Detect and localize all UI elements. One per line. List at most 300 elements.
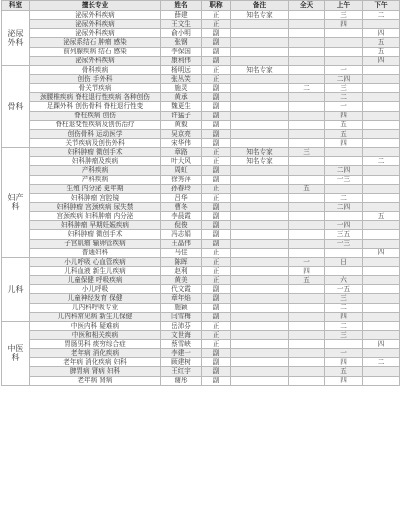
pm-cell: 二	[363, 11, 400, 20]
title-cell: 副	[202, 29, 231, 38]
note-cell: 知名专家	[231, 65, 289, 74]
doctor-name-cell: 魏更生	[161, 102, 202, 111]
pm-cell	[363, 221, 400, 230]
table-row	[2, 84, 400, 93]
am-cell: 四	[325, 358, 363, 367]
doctor-name-cell: 王红宇	[161, 367, 202, 376]
doctor-name-cell: 薛建	[161, 11, 202, 20]
doctor-name-cell: 吴京亮	[161, 129, 202, 138]
doctor-name-cell: 黄毅	[161, 120, 202, 129]
title-cell: 副	[202, 212, 231, 221]
pm-cell	[363, 285, 400, 294]
am-cell: 二四	[325, 74, 363, 83]
specialty-cell: 宫颈疾病 妇科肿瘤 内分泌	[30, 212, 161, 221]
fullday-cell	[289, 230, 325, 239]
pm-cell	[363, 230, 400, 239]
fullday-cell: 三	[289, 148, 325, 157]
title-cell: 正	[202, 148, 231, 157]
pm-cell	[363, 120, 400, 129]
title-cell: 正	[202, 157, 231, 166]
specialty-cell: 儿内科常见病 新生儿保健	[30, 312, 161, 321]
am-cell	[325, 38, 363, 47]
title-cell: 副	[202, 111, 231, 120]
note-cell	[231, 312, 289, 321]
pm-cell: 二	[363, 157, 400, 166]
am-cell: 一五	[325, 285, 363, 294]
table-row	[2, 303, 400, 312]
header-fullday: 全天	[289, 1, 325, 11]
doctor-name-cell: 岳沛芬	[161, 321, 202, 330]
fullday-cell	[289, 212, 325, 221]
pm-cell	[363, 175, 400, 184]
note-cell: 知名专家	[231, 157, 289, 166]
specialty-cell: 脊柱退变性疾病及创伤治疗	[30, 120, 161, 129]
table-row	[2, 285, 400, 294]
note-cell	[231, 47, 289, 56]
note-cell	[231, 367, 289, 376]
specialty-cell: 泌尿外科疾病	[30, 20, 161, 29]
pm-cell	[363, 138, 400, 147]
header-name: 姓名	[161, 1, 202, 11]
fullday-cell: 二	[289, 84, 325, 93]
title-cell: 副	[202, 285, 231, 294]
am-cell: 一	[325, 65, 363, 74]
note-cell	[231, 248, 289, 257]
fullday-cell	[289, 20, 325, 29]
table-row	[2, 148, 400, 157]
note-cell	[231, 349, 289, 358]
note-cell	[231, 212, 289, 221]
pm-cell	[363, 239, 400, 248]
title-cell: 正	[202, 184, 231, 193]
note-cell	[231, 138, 289, 147]
title-cell: 正	[202, 74, 231, 83]
table-row	[2, 367, 400, 376]
table-row	[2, 47, 400, 56]
note-cell	[231, 93, 289, 102]
specialty-cell: 妇科肿瘤 宫腔镜	[30, 193, 161, 202]
fullday-cell	[289, 111, 325, 120]
table-row	[2, 120, 400, 129]
title-cell: 正	[202, 11, 231, 20]
specialty-cell: 中医和相关疾病	[30, 330, 161, 339]
pm-cell	[363, 129, 400, 138]
fullday-cell	[289, 358, 325, 367]
pm-cell	[363, 266, 400, 275]
note-cell	[231, 184, 289, 193]
am-cell: 二	[325, 303, 363, 312]
fullday-cell	[289, 38, 325, 47]
am-cell: 二四	[325, 166, 363, 175]
fullday-cell	[289, 11, 325, 20]
fullday-cell	[289, 56, 325, 65]
doctor-name-cell: 曹冬	[161, 202, 202, 211]
am-cell	[325, 340, 363, 349]
note-cell	[231, 276, 289, 285]
fullday-cell	[289, 120, 325, 129]
specialty-cell: 儿内科呼吸专业	[30, 303, 161, 312]
specialty-cell: 小儿呼吸	[30, 285, 161, 294]
fullday-cell	[289, 340, 325, 349]
doctor-name-cell: 赵利	[161, 266, 202, 275]
table-row	[2, 340, 400, 349]
doctor-name-cell: 章年焰	[161, 294, 202, 303]
note-cell	[231, 166, 289, 175]
title-cell: 正	[202, 321, 231, 330]
specialty-cell: 泌尿外科疾病	[30, 29, 161, 38]
title-cell: 副	[202, 294, 231, 303]
pm-cell	[363, 367, 400, 376]
pm-cell	[363, 184, 400, 193]
note-cell	[231, 29, 289, 38]
department-cell: 中医科	[2, 321, 30, 385]
note-cell	[231, 120, 289, 129]
am-cell	[325, 157, 363, 166]
specialty-cell: 妇科肿瘤 宫颈疾病 尿失禁	[30, 202, 161, 211]
table-row	[2, 74, 400, 83]
table-row	[2, 93, 400, 102]
fullday-cell	[289, 321, 325, 330]
note-cell	[231, 111, 289, 120]
am-cell: 一三	[325, 239, 363, 248]
specialty-cell: 老年病 消化疾病	[30, 349, 161, 358]
note-cell	[231, 330, 289, 339]
note-cell	[231, 266, 289, 275]
title-cell: 副	[202, 358, 231, 367]
table-row	[2, 266, 400, 275]
specialty-cell: 儿童保健 呼吸疾病	[30, 276, 161, 285]
pm-cell	[363, 193, 400, 202]
fullday-cell	[289, 102, 325, 111]
table-row	[2, 276, 400, 285]
specialty-cell: 妇科肿瘤 早期妊娠疾病	[30, 221, 161, 230]
specialty-cell: 儿童神经发育 保健	[30, 294, 161, 303]
pm-cell	[363, 294, 400, 303]
title-cell: 正	[202, 340, 231, 349]
table-row	[2, 330, 400, 339]
am-cell: 三五	[325, 230, 363, 239]
department-cell: 儿科	[2, 257, 30, 321]
title-cell: 正	[202, 330, 231, 339]
doctor-name-cell: 孙春玲	[161, 184, 202, 193]
note-cell	[231, 221, 289, 230]
note-cell	[231, 239, 289, 248]
doctor-name-cell: 冯志娟	[161, 230, 202, 239]
specialty-cell: 关节疾病及创伤外科	[30, 138, 161, 147]
fullday-cell: 五	[289, 276, 325, 285]
doctor-name-cell: 李保国	[161, 47, 202, 56]
am-cell: 五	[325, 367, 363, 376]
pm-cell	[363, 321, 400, 330]
fullday-cell	[289, 202, 325, 211]
am-cell: 一	[325, 102, 363, 111]
note-cell	[231, 340, 289, 349]
title-cell: 副	[202, 93, 231, 102]
pm-cell	[363, 303, 400, 312]
title-cell: 副	[202, 47, 231, 56]
specialty-cell: 泌尿外科疾病	[30, 56, 161, 65]
pm-cell: 四	[363, 29, 400, 38]
title-cell: 正	[202, 65, 231, 74]
doctor-name-cell: 文世海	[161, 330, 202, 339]
doctor-name-cell: 俞小明	[161, 29, 202, 38]
doctor-name-cell: 叶大风	[161, 157, 202, 166]
fullday-cell: 一	[289, 257, 325, 266]
table-row	[2, 349, 400, 358]
doctor-name-cell: 蔡雪峡	[161, 340, 202, 349]
am-cell: 三	[325, 294, 363, 303]
pm-cell	[363, 20, 400, 29]
title-cell: 正	[202, 20, 231, 29]
title-cell: 副	[202, 175, 231, 184]
header-specialty: 擅长专业	[30, 1, 161, 11]
pm-cell	[363, 111, 400, 120]
specialty-cell: 脾胃病 肾病 妇科	[30, 367, 161, 376]
doctor-name-cell: 吕华	[161, 193, 202, 202]
doctor-name-cell: 李建一	[161, 349, 202, 358]
doctor-name-cell: 施灵	[161, 84, 202, 93]
title-cell: 正	[202, 248, 231, 257]
fullday-cell	[289, 193, 325, 202]
specialty-cell: 中医内科 疑难病	[30, 321, 161, 330]
note-cell	[231, 129, 289, 138]
am-cell: 一三	[325, 175, 363, 184]
title-cell: 副	[202, 376, 231, 385]
table-row	[2, 202, 400, 211]
note-cell	[231, 294, 289, 303]
am-cell: 一	[325, 349, 363, 358]
pm-cell	[363, 376, 400, 385]
table-row	[2, 56, 400, 65]
title-cell: 副	[202, 166, 231, 175]
doctor-name-cell: 代文霞	[161, 285, 202, 294]
table-row	[2, 212, 400, 221]
am-cell	[325, 184, 363, 193]
table-row	[2, 239, 400, 248]
specialty-cell: 老年病 肾病	[30, 376, 161, 385]
table-row	[2, 175, 400, 184]
note-cell	[231, 321, 289, 330]
pm-cell	[363, 148, 400, 157]
title-cell: 正	[202, 257, 231, 266]
pm-cell	[363, 349, 400, 358]
department-cell: 泌尿外科	[2, 11, 30, 66]
title-cell: 副	[202, 239, 231, 248]
fullday-cell	[289, 312, 325, 321]
am-cell	[325, 212, 363, 221]
specialty-cell: 骨科疾病	[30, 65, 161, 74]
table-row	[2, 11, 400, 20]
doctor-name-cell: 施颖	[161, 303, 202, 312]
pm-cell	[363, 330, 400, 339]
fullday-cell	[289, 129, 325, 138]
header-dept: 科室	[2, 1, 30, 11]
note-cell	[231, 303, 289, 312]
am-cell	[325, 266, 363, 275]
table-row	[2, 29, 400, 38]
fullday-cell	[289, 47, 325, 56]
pm-cell	[363, 93, 400, 102]
pm-cell	[363, 65, 400, 74]
note-cell	[231, 193, 289, 202]
title-cell: 副	[202, 202, 231, 211]
specialty-cell: 创伤骨科 运动医学	[30, 129, 161, 138]
note-cell	[231, 84, 289, 93]
am-cell: 四	[325, 312, 363, 321]
am-cell	[325, 248, 363, 257]
doctor-name-cell: 周虹	[161, 166, 202, 175]
note-cell: 知名专家	[231, 148, 289, 157]
am-cell: 五	[325, 129, 363, 138]
doctor-name-cell: 王文生	[161, 20, 202, 29]
specialty-cell: 子宫肌瘤 输卵管疾病	[30, 239, 161, 248]
note-cell: 知名专家	[231, 11, 289, 20]
fullday-cell	[289, 303, 325, 312]
doctor-name-cell: 顾建树	[161, 358, 202, 367]
am-cell: 二	[325, 321, 363, 330]
doctor-name-cell: 宋华伟	[161, 138, 202, 147]
pm-cell	[363, 312, 400, 321]
table-row	[2, 20, 400, 29]
specialty-cell: 骨关节疾病	[30, 84, 161, 93]
title-cell: 副	[202, 102, 231, 111]
pm-cell	[363, 257, 400, 266]
fullday-cell	[289, 138, 325, 147]
doctor-name-cell: 李晨霞	[161, 212, 202, 221]
fullday-cell	[289, 157, 325, 166]
specialty-cell: 产科疾病	[30, 175, 161, 184]
fullday-cell	[289, 248, 325, 257]
pm-cell	[363, 166, 400, 175]
fullday-cell	[289, 93, 325, 102]
note-cell	[231, 358, 289, 367]
fullday-cell	[289, 29, 325, 38]
table-row	[2, 111, 400, 120]
am-cell: 二	[325, 193, 363, 202]
table-row	[2, 376, 400, 385]
doctor-name-cell: 张丛笑	[161, 74, 202, 83]
am-cell	[325, 56, 363, 65]
am-cell: 六	[325, 276, 363, 285]
doctor-name-cell: 徐秀萍	[161, 175, 202, 184]
note-cell	[231, 285, 289, 294]
pm-cell: 四	[363, 340, 400, 349]
title-cell: 副	[202, 349, 231, 358]
title-cell: 副	[202, 120, 231, 129]
specialty-cell: 妇科肿瘤及疾病	[30, 157, 161, 166]
pm-cell	[363, 202, 400, 211]
note-cell	[231, 376, 289, 385]
title-cell: 副	[202, 129, 231, 138]
note-cell	[231, 56, 289, 65]
pm-cell: 五	[363, 212, 400, 221]
fullday-cell: 五	[289, 184, 325, 193]
title-cell: 正	[202, 276, 231, 285]
specialty-cell: 妇科肿瘤 微创手术	[30, 230, 161, 239]
doctor-name-cell: 张钢	[161, 38, 202, 47]
specialty-cell: 产科疾病	[30, 166, 161, 175]
note-cell	[231, 102, 289, 111]
title-cell: 副	[202, 138, 231, 147]
table-row	[2, 321, 400, 330]
table-row	[2, 102, 400, 111]
note-cell	[231, 38, 289, 47]
fullday-cell	[289, 330, 325, 339]
fullday-cell	[289, 294, 325, 303]
specialty-cell: 妇科肿瘤 微创手术	[30, 148, 161, 157]
doctor-name-cell: 王晶伟	[161, 239, 202, 248]
fullday-cell	[289, 349, 325, 358]
am-cell: 三	[325, 11, 363, 20]
specialty-cell: 颈腰椎疾病 脊柱退行性疾病 各种创伤	[30, 93, 161, 102]
note-cell	[231, 175, 289, 184]
am-cell: 四	[325, 111, 363, 120]
table-row	[2, 157, 400, 166]
fullday-cell	[289, 221, 325, 230]
pm-cell: 四	[363, 248, 400, 257]
doctor-name-cell: 杨明远	[161, 65, 202, 74]
am-cell: 四	[325, 376, 363, 385]
specialty-cell: 泌尿外科疾病	[30, 11, 161, 20]
table-row	[2, 230, 400, 239]
title-cell: 副	[202, 230, 231, 239]
header-note: 备注	[231, 1, 289, 11]
am-cell: 三	[325, 84, 363, 93]
doctor-name-cell: 康利伟	[161, 56, 202, 65]
table-row	[2, 166, 400, 175]
specialty-cell: 生殖 内分泌 更年期	[30, 184, 161, 193]
doctor-name-cell: 陈晖	[161, 257, 202, 266]
title-cell: 副	[202, 38, 231, 47]
fullday-cell	[289, 367, 325, 376]
fullday-cell	[289, 175, 325, 184]
title-cell: 副	[202, 303, 231, 312]
table-row	[2, 184, 400, 193]
table-header-row	[2, 1, 400, 11]
specialty-cell: 小儿呼吸 心血管疾病	[30, 257, 161, 266]
specialty-cell: 创伤 手外科	[30, 74, 161, 83]
table-row	[2, 138, 400, 147]
fullday-cell	[289, 166, 325, 175]
pm-cell	[363, 102, 400, 111]
table-row	[2, 312, 400, 321]
doctor-name-cell: 黄美	[161, 276, 202, 285]
title-cell: 正	[202, 193, 231, 202]
title-cell: 副	[202, 312, 231, 321]
pm-cell	[363, 84, 400, 93]
pm-cell	[363, 276, 400, 285]
am-cell	[325, 47, 363, 56]
am-cell: 二四	[325, 202, 363, 211]
specialty-cell: 胃肠男科 痰穷综合症	[30, 340, 161, 349]
specialty-cell: 足踝外科 创伤骨科 脊柱退行性变	[30, 102, 161, 111]
am-cell	[325, 148, 363, 157]
title-cell: 正	[202, 266, 231, 275]
table-row	[2, 257, 400, 266]
am-cell: 一四	[325, 221, 363, 230]
doctor-name-cell: 黄承	[161, 93, 202, 102]
am-cell: 五	[325, 120, 363, 129]
table-body	[2, 11, 400, 386]
am-cell: 四	[325, 138, 363, 147]
am-cell: 三	[325, 330, 363, 339]
specialty-cell: 儿科血液 新生儿疾病	[30, 266, 161, 275]
specialty-cell: 泌尿系结石 肿瘤 感染	[30, 38, 161, 47]
note-cell	[231, 202, 289, 211]
am-cell: 日	[325, 257, 363, 266]
table-row	[2, 294, 400, 303]
am-cell: 二	[325, 93, 363, 102]
